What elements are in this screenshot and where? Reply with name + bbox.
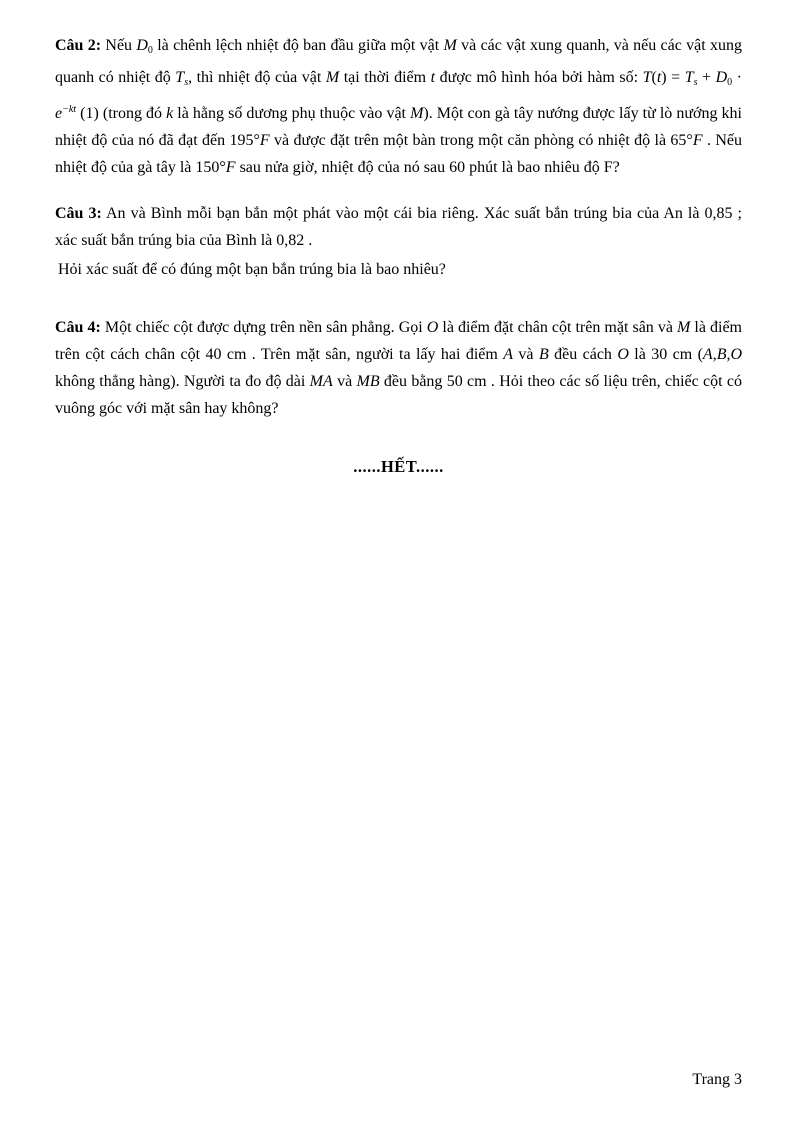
text-run: t xyxy=(656,69,662,86)
text-run: MB xyxy=(356,373,380,390)
text-run: , xyxy=(726,346,731,363)
text-run: là điểm đặt chân cột trên mặt sân và xyxy=(438,319,678,336)
text-run: là điểm trên cột cách chân cột 40 cm . Trên mặt sân, người ta lấy hai điểm xyxy=(55,319,742,363)
text-run: T xyxy=(642,69,652,86)
text-run: 0 xyxy=(147,45,153,56)
text-run: A xyxy=(503,346,514,363)
question-cau-4 xyxy=(55,314,742,422)
text-run: và xyxy=(513,346,539,363)
question-cau-2 xyxy=(55,32,742,181)
text-run: k xyxy=(166,105,174,122)
text-run: (1) (trong đó xyxy=(76,105,167,122)
text-run: ). Một con gà tây nướng được lấy từ lò nướng khi nhiệt độ của nó đã đạt đến 195° xyxy=(55,105,742,149)
text-run: đều cách xyxy=(548,346,618,363)
text-run: là hằng số dương phụ thuộc vào vật xyxy=(173,105,411,122)
question-cau-3-paragraph-2 xyxy=(55,256,742,283)
text-run: , xyxy=(712,346,717,363)
text-run: không thẳng hàng). Người ta đo độ dài xyxy=(55,373,310,390)
question-label: Câu 4: xyxy=(55,319,101,336)
question-label: Câu 2: xyxy=(55,37,102,54)
text-run: e xyxy=(55,105,63,122)
text-run: −kt xyxy=(62,104,77,115)
text-run: và xyxy=(332,373,357,390)
text-run: B xyxy=(716,346,727,363)
text-run: s xyxy=(184,77,189,88)
text-run: B xyxy=(538,346,549,363)
end-of-exam-marker: ......HẾT...... xyxy=(353,457,444,476)
text-run: F xyxy=(225,159,236,176)
text-run: F xyxy=(692,132,703,149)
text-run: T xyxy=(175,69,185,86)
text-run: s xyxy=(693,77,698,88)
text-run: + xyxy=(697,69,716,86)
text-run: O xyxy=(617,346,629,363)
text-run: và được đặt trên một bàn trong một căn phòng có nhiệt độ là 65° xyxy=(269,132,693,149)
text-run: M xyxy=(677,319,691,336)
text-run: 0 xyxy=(727,77,733,88)
text-run: sau nửa giờ, nhiệt độ của nó sau 60 phút là bao nhiêu độ F? xyxy=(235,159,620,176)
text-run: ( xyxy=(651,69,657,86)
text-run: Nếu xyxy=(101,37,137,54)
text-run: là 30 cm ( xyxy=(628,346,703,363)
text-run: · xyxy=(732,69,742,86)
page-number-label: Trang 3 xyxy=(692,1071,742,1088)
text-run: Một chiếc cột được dựng trên nền sân phẳng. Gọi xyxy=(100,319,427,336)
text-run: đều bằng 50 cm . Hỏi theo các số liệu trên, chiếc cột có vuông góc với mặt sân hay không? xyxy=(55,373,743,417)
question-cau-3-paragraph-1 xyxy=(55,200,742,254)
text-run: t xyxy=(430,69,436,86)
text-run: ) = xyxy=(661,69,685,86)
text-run: là chênh lệch nhiệt độ ban đầu giữa một vật xyxy=(152,37,444,54)
page-footer xyxy=(0,1071,742,1089)
text-run: An và Bình mỗi bạn bắn một phát vào một cái bia riêng. Xác suất bắn trúng bia của An là 0,85 ; xác suất bắn trúng bia của Bình là 0,82 . xyxy=(55,205,743,249)
question-cau-4-paragraph xyxy=(55,314,742,422)
text-run: Hỏi xác suất để có đúng một bạn bắn trúng bia là bao nhiêu? xyxy=(58,261,446,278)
text-run: . Nếu nhiệt độ của gà tây là 150° xyxy=(55,132,743,176)
text-run: , thì nhiệt độ của vật xyxy=(188,69,326,86)
question-label: Câu 3: xyxy=(55,205,102,222)
text-run: được mô hình hóa bởi hàm số: xyxy=(435,69,643,86)
text-run: T xyxy=(684,69,694,86)
text-run: M xyxy=(325,69,340,86)
question-cau-3 xyxy=(55,200,742,283)
text-run: M xyxy=(410,105,424,122)
text-run: A xyxy=(702,346,713,363)
text-run: và các vật xung quanh, và nếu các vật xung quanh có nhiệt độ xyxy=(55,37,743,86)
text-run: D xyxy=(715,69,728,86)
exam-content xyxy=(55,32,742,477)
text-run: O xyxy=(730,346,743,363)
text-run: F xyxy=(259,132,270,149)
text-run: M xyxy=(443,37,457,54)
text-run: D xyxy=(136,37,148,54)
text-run: MA xyxy=(309,373,333,390)
text-run: tại thời điểm xyxy=(339,69,431,86)
question-cau-2-paragraph xyxy=(55,32,742,181)
text-run: O xyxy=(426,319,439,336)
